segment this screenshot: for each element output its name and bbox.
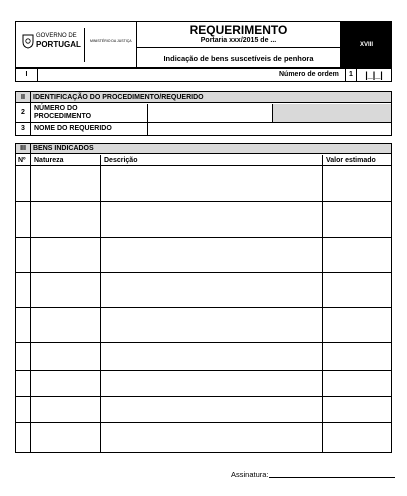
form-subtitle: Indicação de bens suscetíveis de penhora: [163, 53, 314, 63]
row2-number: 2: [21, 109, 25, 116]
form-title: REQUERIMENTO: [189, 22, 288, 37]
column-header-value: Valor estimado: [326, 156, 376, 164]
row-separator: [16, 422, 391, 423]
section1-roman: I: [25, 71, 28, 78]
row-separator: [16, 307, 391, 308]
row2-shaded-area: [272, 104, 391, 122]
row3-number: 3: [21, 125, 25, 132]
form-code-box: XVIII: [341, 21, 392, 68]
section2-table: [15, 91, 392, 136]
column-header-nature: Natureza: [34, 156, 64, 164]
order-index: 1: [349, 71, 353, 78]
col-divider-1: [30, 144, 31, 452]
header-logo-box: [15, 21, 137, 68]
signature-line[interactable]: [269, 477, 395, 478]
section3-roman: III: [20, 145, 26, 152]
row-separator: [16, 342, 391, 343]
row-separator: [16, 370, 391, 371]
respondent-name-label: NOME DO REQUERIDO: [34, 125, 112, 132]
order-number-label: Número de ordem: [279, 71, 339, 78]
signature-label: Assinatura:: [231, 470, 269, 479]
row-separator: [16, 396, 391, 397]
column-header-number: Nº: [18, 156, 26, 164]
row-separator: [16, 201, 391, 202]
section1-row: [15, 68, 392, 82]
gov-line2: PORTUGAL: [36, 40, 81, 49]
ministry-name: MINISTÉRIO DA JUSTIÇA: [90, 39, 132, 43]
section2-roman: II: [21, 93, 25, 101]
procedure-number-field[interactable]: [148, 104, 272, 122]
procedure-number-label: NÚMERO DO PROCEDIMENTO: [34, 105, 92, 120]
portaria-line: Portaria xxx/2015 de ...: [200, 37, 277, 44]
section1-divider: [37, 69, 38, 81]
row-separator: [16, 237, 391, 238]
title-divider: [137, 47, 340, 48]
header-title-box: [136, 21, 341, 68]
col-divider-2: [100, 155, 101, 452]
row-separator: [16, 272, 391, 273]
col-divider-3: [322, 155, 323, 452]
respondent-name-field[interactable]: [148, 123, 391, 135]
logo-divider: [84, 28, 85, 62]
section3-table: [15, 143, 392, 453]
order-number-box[interactable]: |_|_|: [365, 70, 383, 80]
gov-line1: GOVERNO DE: [36, 33, 77, 39]
section3-title: BENS INDICADOS: [33, 145, 94, 152]
section2-num-divider: [30, 92, 31, 135]
section2-title: IDENTIFICAÇÃO DO PROCEDIMENTO/REQUERIDO: [33, 93, 204, 101]
government-crest-icon: [22, 33, 34, 49]
column-header-description: Descrição: [104, 156, 138, 164]
